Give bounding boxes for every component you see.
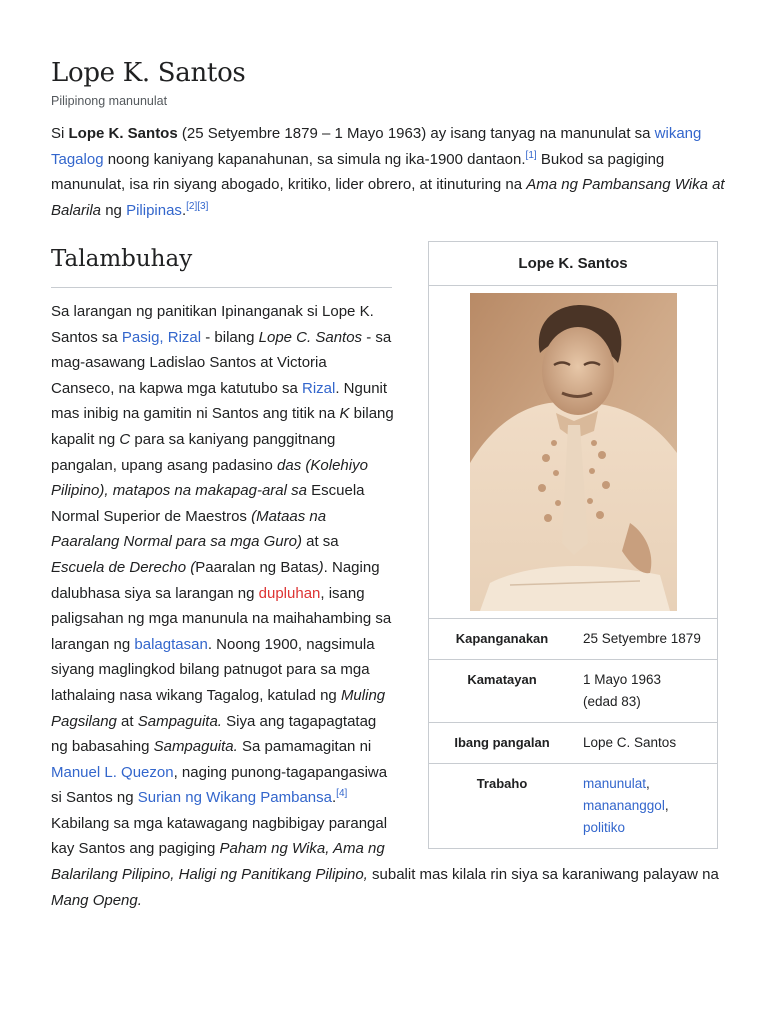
body-italic: Sampaguita. bbox=[153, 738, 238, 756]
lead-italic-title: Ama ng Pambansang Wika at Balarila bbox=[51, 176, 725, 219]
body-text: - sa mag-asawang Ladislao Santos at Victoria Canseco, na kapwa mga katutubo sa bbox=[51, 328, 392, 397]
infobox-label: Kamatayan bbox=[467, 672, 537, 687]
infobox bbox=[428, 241, 718, 849]
lead-text: Bukod sa pagiging manunulat, isa rin siyang abogado, kritiko, lider obrero, at itinuturing na bbox=[51, 150, 665, 193]
body-text: . Naging dalubhasa siya sa larangan ng bbox=[51, 558, 380, 602]
link-pilipinas[interactable]: Pilipinas bbox=[126, 201, 182, 219]
other-name: Lope C. Santos bbox=[583, 735, 677, 750]
link-wikang-tagalog[interactable]: wikang Tagalog bbox=[51, 125, 702, 168]
reference-4-link[interactable]: [4] bbox=[336, 788, 348, 800]
body-italic: Lope C. Santos bbox=[258, 328, 363, 346]
lead-text: Si bbox=[51, 125, 69, 142]
infobox-image[interactable] bbox=[429, 286, 717, 619]
page-subtitle: Pilipinong manunulat bbox=[51, 94, 168, 108]
infobox-row-ibang-pangalan bbox=[429, 723, 717, 764]
body-text: . Noong 1900, nagsimula siyang maglingkod bilang patnugot para sa mga lathalaing nasa wikang Tagalog, katulad ng bbox=[51, 635, 375, 704]
occupation-link-politiko[interactable]: politiko bbox=[583, 820, 626, 835]
lead-text: (25 Setyembre 1879 – 1 Mayo 1963) ay isang tanyag na manunulat sa bbox=[177, 125, 655, 142]
body-text: Escuela Normal Superior de Maestros bbox=[51, 482, 365, 525]
body-italic: Mang Openg. bbox=[51, 891, 142, 909]
body-text: , naging punong-tagapangasiwa si Santos ng bbox=[51, 763, 388, 807]
lead-text: ng bbox=[101, 201, 127, 219]
infobox-title: Lope K. Santos bbox=[429, 242, 717, 286]
body-text: subalit mas kilala rin siya sa karaniwang palayaw na bbox=[367, 866, 719, 884]
body-text: at sa bbox=[301, 533, 339, 551]
redlink-dupluhan[interactable]: dupluhan bbox=[258, 584, 321, 602]
body-italic: (Mataas na Paaralang Normal para sa mga Guro) bbox=[51, 507, 327, 551]
infobox-label: Trabaho bbox=[476, 776, 528, 791]
infobox-row-kamatayan bbox=[429, 660, 717, 723]
link-balagtasan[interactable]: balagtasan bbox=[134, 635, 208, 653]
reference-2-link[interactable]: [2] bbox=[186, 200, 198, 212]
body-italic: ) bbox=[318, 558, 324, 576]
infobox-value bbox=[575, 669, 717, 713]
body-italic: Muling Pagsilang bbox=[51, 686, 386, 730]
lead-paragraph bbox=[51, 121, 726, 223]
infobox-value: manunulat, manananggol, politiko bbox=[583, 776, 669, 835]
body-italic: K bbox=[339, 405, 350, 423]
body-text: Sa pamamagitan ni bbox=[237, 738, 372, 756]
body-italic: Escuela de Derecho ( bbox=[51, 558, 196, 576]
infobox-row-kapanganakan bbox=[429, 619, 717, 660]
subject-name: Lope K. Santos bbox=[68, 125, 178, 142]
infobox-label: Kapanganakan bbox=[455, 631, 549, 646]
infobox-value bbox=[575, 628, 717, 650]
link-rizal[interactable]: Rizal bbox=[302, 379, 336, 397]
body-italic: Sampaguita. bbox=[137, 712, 222, 730]
body-text: Siya ang tagapagtatag ng babasahing bbox=[51, 712, 377, 756]
occupation-link-manunulat[interactable]: manunulat bbox=[583, 776, 647, 791]
body-text: . bbox=[332, 789, 337, 807]
body-italic: C bbox=[119, 430, 131, 448]
portrait-photo-icon bbox=[470, 293, 677, 611]
infobox-value bbox=[575, 732, 717, 754]
birth-date: 25 Setyembre 1879 bbox=[583, 631, 701, 646]
page-title: Lope K. Santos bbox=[51, 58, 246, 88]
body-italic: das (Kolehiyo Pilipino), matapos na makapag-aral sa bbox=[51, 456, 368, 500]
body-text: . Ngunit mas inibig na gamitin ni Santos ang titik na bbox=[51, 379, 388, 423]
age-at-death: (edad 83) bbox=[583, 694, 641, 709]
occupation-link-manananggol[interactable]: manananggol bbox=[583, 798, 665, 813]
body-text: para sa kaniyang panggitnang pangalan, upang asang padasino bbox=[51, 430, 336, 474]
reference-1-link[interactable]: [1] bbox=[525, 149, 537, 161]
infobox-row-trabaho bbox=[429, 764, 717, 848]
body-italic: Paham ng Wika, Ama ng Balarilang Pilipino, Haligi ng Panitikang Pilipino, bbox=[51, 840, 385, 884]
body-text: bilang kapalit ng bbox=[51, 405, 394, 448]
section-heading-talambuhay[interactable]: Talambuhay bbox=[51, 240, 392, 288]
link-surian-ng-wikang-pambansa[interactable]: Surian ng Wikang Pambansa bbox=[137, 789, 332, 807]
lead-text: noong kaniyang kapanahunan, sa simula ng ika-1900 dantaon. bbox=[103, 150, 526, 168]
death-date: 1 Mayo 1963 bbox=[583, 672, 662, 687]
link-pasig-rizal[interactable]: Pasig, Rizal bbox=[121, 328, 202, 346]
body-text: Sa larangan ng panitikan Ipinanganak si Lope K. Santos sa bbox=[51, 303, 374, 346]
body-text: Paaralan ng Batas bbox=[195, 558, 319, 576]
reference-3-link[interactable]: [3] bbox=[197, 200, 209, 212]
link-manuel-quezon[interactable]: Manuel L. Quezon bbox=[51, 763, 174, 781]
body-text: - bilang bbox=[201, 328, 259, 346]
body-text: at bbox=[116, 712, 138, 730]
infobox-label: Ibang pangalan bbox=[454, 735, 550, 750]
body-text: Kabilang sa mga katawagang nagbibigay parangal kay Santos ang pagiging bbox=[51, 814, 388, 858]
body-text: , isang paligsahan ng mga manunula na maihahambing sa larangan ng bbox=[51, 584, 392, 653]
lead-text: . bbox=[181, 201, 187, 219]
